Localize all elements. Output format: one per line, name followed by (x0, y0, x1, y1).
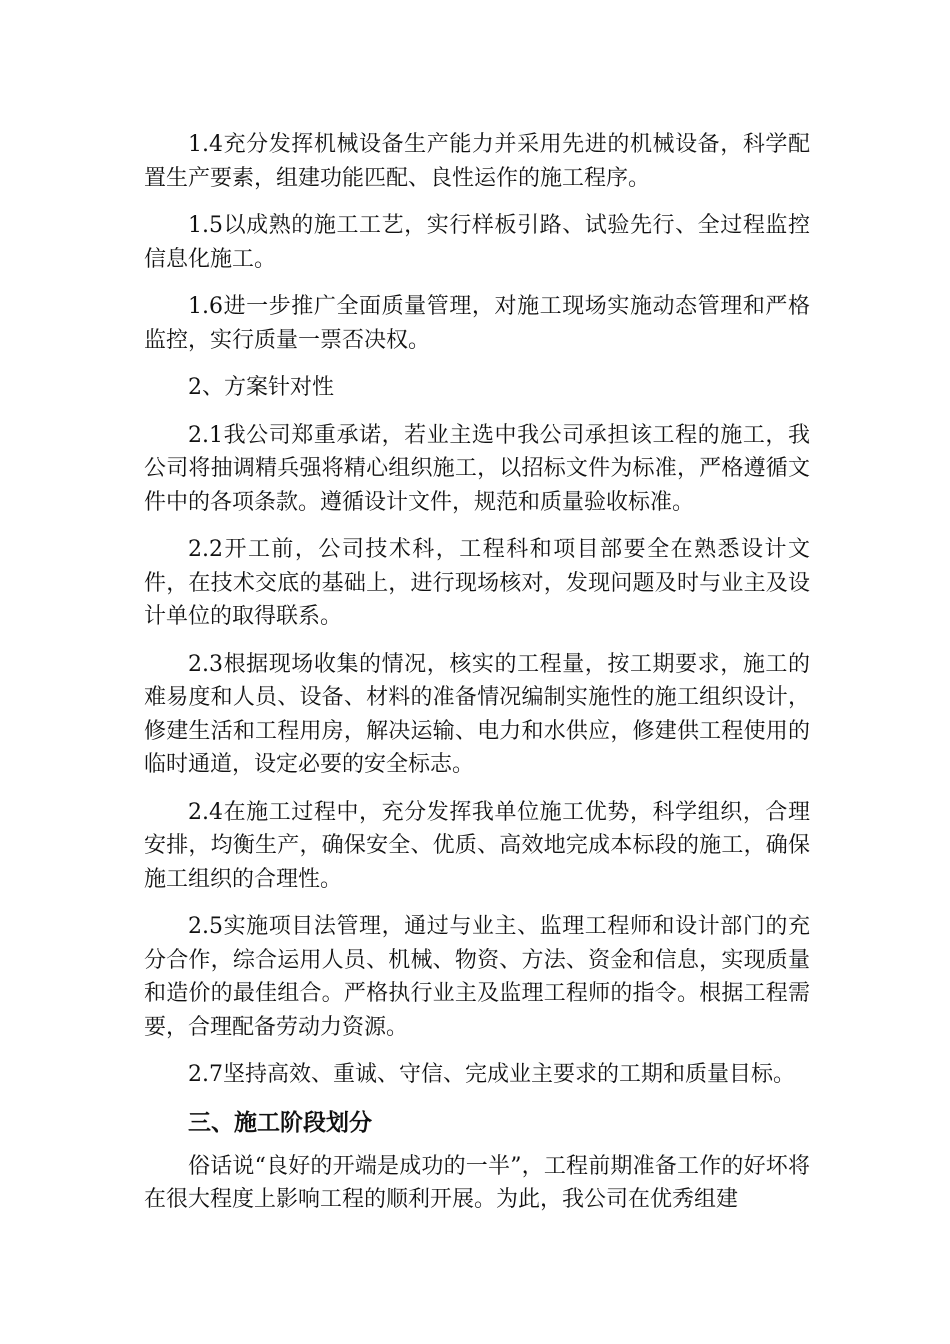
paragraph-2-7: 2.7坚持高效、重诚、守信、完成业主要求的工期和质量目标。 (188, 1062, 795, 1087)
paragraph-intro: 俗话说“良好的开端是成功的一半”，工程前期准备工作的好坏将在很大程度上影响工程的顺利开展。为此，我公司在优秀组建 (144, 1153, 810, 1212)
paragraph-2-3: 2.3根据现场收集的情况，核实的工程量，按工期要求，施工的难易度和人员、设备、材料的准备情况编制实施性的施工组织设计，修建生活和工程用房，解决运输、电力和水供应，修建供工程使用的临时通道，设定必要的安全标志。 (144, 651, 810, 777)
section-heading-2: 2、方案针对性 (188, 375, 334, 400)
paragraph-1-5: 1.5以成熟的施工工艺，实行样板引路、试验先行、全过程监控信息化施工。 (144, 213, 810, 272)
paragraph-2-4: 2.4在施工过程中，充分发挥我单位施工优势，科学组织，合理安排，均衡生产，确保安全、优质、高效地完成本标段的施工，确保施工组织的合理性。 (144, 799, 810, 892)
chapter-heading: 三、施工阶段划分 (188, 1109, 372, 1136)
document-body (144, 128, 810, 1231)
paragraph-1-6: 1.6进一步推广全面质量管理，对施工现场实施动态管理和严格监控，实行质量一票否决权。 (144, 294, 810, 353)
paragraph-1-4: 1.4充分发挥机械设备生产能力并采用先进的机械设备，科学配置生产要素，组建功能匹配、良性运作的施工程序。 (144, 132, 810, 191)
paragraph-2-5: 2.5实施项目法管理，通过与业主、监理工程师和设计部门的充分合作，综合运用人员、机械、物资、方法、资金和信息，实现质量和造价的最佳组合。严格执行业主及监理工程师的指令。根据工程需要，合理配备劳动力资源。 (144, 914, 810, 1040)
paragraph-2-1: 2.1我公司郑重承诺，若业主选中我公司承担该工程的施工，我公司将抽调精兵强将精心组织施工，以招标文件为标准，严格遵循文件中的各项条款。遵循设计文件，规范和质量验收标准。 (144, 422, 810, 515)
paragraph-2-2: 2.2开工前，公司技术科，工程科和项目部要全在熟悉设计文件，在技术交底的基础上，进行现场核对，发现问题及时与业主及设计单位的取得联系。 (144, 537, 810, 629)
